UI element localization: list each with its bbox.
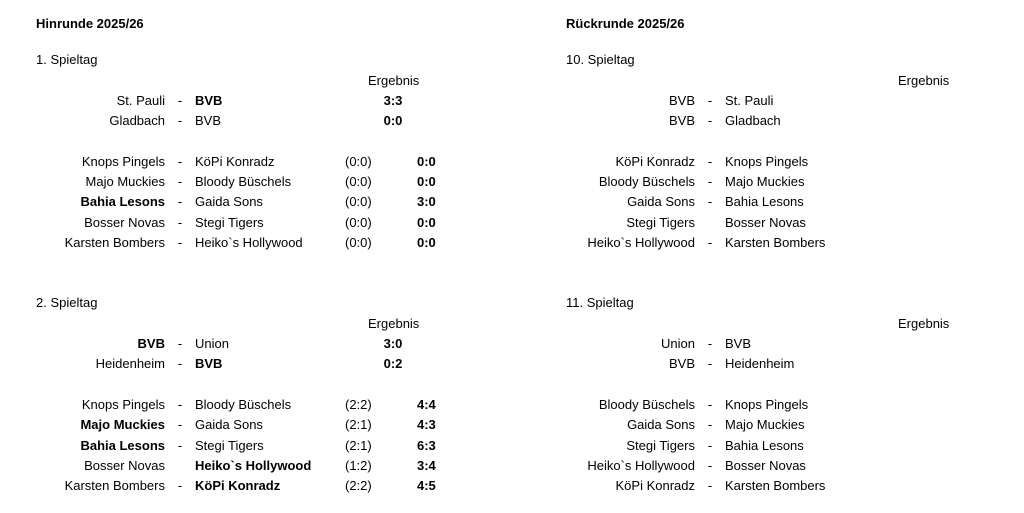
halftime-score: (0:0) <box>345 174 372 189</box>
home-team: Bahia Lesons <box>80 438 165 453</box>
result: 3:3 <box>383 93 403 108</box>
home-team: Bloody Büschels <box>598 397 695 412</box>
section-title: Rückrunde 2025/26 <box>566 16 685 31</box>
separator: - <box>707 194 713 209</box>
home-team: Bloody Büschels <box>598 174 695 189</box>
home-team: St. Pauli <box>116 93 165 108</box>
halftime-score: (0:0) <box>345 154 372 169</box>
spieltag-label: 2. Spieltag <box>36 295 98 310</box>
halftime-score: (2:2) <box>345 397 372 412</box>
home-team: Majo Muckies <box>85 174 165 189</box>
home-team: KöPi Konradz <box>615 154 695 169</box>
home-team: Stegi Tigers <box>626 438 695 453</box>
halftime-score: (2:2) <box>345 478 372 493</box>
separator: - <box>177 154 183 169</box>
separator: - <box>177 174 183 189</box>
away-team: Bloody Büschels <box>195 174 292 189</box>
separator: - <box>177 194 183 209</box>
separator: - <box>707 478 713 493</box>
section-title: Hinrunde 2025/26 <box>36 16 144 31</box>
result: 0:0 <box>417 174 436 189</box>
result: 3:0 <box>383 336 403 351</box>
home-team: Union <box>661 336 695 351</box>
result: 3:0 <box>417 194 436 209</box>
spieltag-label: 1. Spieltag <box>36 52 98 67</box>
halftime-score: (0:0) <box>345 194 372 209</box>
away-team: Stegi Tigers <box>195 215 264 230</box>
halftime-score: (0:0) <box>345 215 372 230</box>
home-team: Knops Pingels <box>81 397 165 412</box>
separator: - <box>707 235 713 250</box>
home-team: Heiko`s Hollywood <box>587 235 695 250</box>
result: 0:0 <box>417 154 436 169</box>
away-team: Bosser Novas <box>725 215 806 230</box>
away-team: Gaida Sons <box>195 417 263 432</box>
away-team: Bloody Büschels <box>195 397 292 412</box>
separator: - <box>177 336 183 351</box>
home-team: Majo Muckies <box>80 417 165 432</box>
away-team: BVB <box>195 356 223 371</box>
separator: - <box>707 174 713 189</box>
away-team: Majo Muckies <box>725 417 805 432</box>
separator: - <box>177 113 183 128</box>
separator: - <box>177 438 183 453</box>
halftime-score: (1:2) <box>345 458 372 473</box>
away-team: BVB <box>195 93 223 108</box>
away-team: Knops Pingels <box>725 154 809 169</box>
result: 0:0 <box>417 215 436 230</box>
separator: - <box>707 93 713 108</box>
home-team: Karsten Bombers <box>64 478 165 493</box>
away-team: BVB <box>195 113 222 128</box>
halftime-score: (0:0) <box>345 235 372 250</box>
away-team: Majo Muckies <box>725 174 805 189</box>
away-team: Stegi Tigers <box>195 438 264 453</box>
spieltag-label: 11. Spieltag <box>566 295 634 310</box>
separator: - <box>177 93 183 108</box>
away-team: Bahia Lesons <box>725 194 804 209</box>
home-team: Bahia Lesons <box>80 194 165 209</box>
home-team: BVB <box>668 93 695 108</box>
result: 0:2 <box>383 356 403 371</box>
separator: - <box>707 336 713 351</box>
separator: - <box>177 235 183 250</box>
result: 0:0 <box>383 113 403 128</box>
separator: - <box>707 438 713 453</box>
result: 0:0 <box>417 235 436 250</box>
away-team: Karsten Bombers <box>725 478 826 493</box>
home-team: Heiko`s Hollywood <box>587 458 695 473</box>
home-team: Gladbach <box>109 113 165 128</box>
separator: - <box>707 397 713 412</box>
separator: - <box>177 356 183 371</box>
separator: - <box>707 458 713 473</box>
separator: - <box>707 154 713 169</box>
home-team: Gaida Sons <box>627 417 695 432</box>
home-team: Heidenheim <box>95 356 165 371</box>
away-team: Union <box>195 336 229 351</box>
rueckrunde-section <box>530 0 1024 513</box>
away-team: Gaida Sons <box>195 194 263 209</box>
result: 4:4 <box>417 397 436 412</box>
separator: - <box>707 417 713 432</box>
away-team: KöPi Konradz <box>195 154 275 169</box>
home-team: Knops Pingels <box>81 154 165 169</box>
away-team: Bahia Lesons <box>725 438 804 453</box>
away-team: Karsten Bombers <box>725 235 826 250</box>
home-team: BVB <box>668 356 695 371</box>
separator: - <box>707 113 713 128</box>
away-team: Bosser Novas <box>725 458 806 473</box>
halftime-score: (2:1) <box>345 417 372 432</box>
ergebnis-header: Ergebnis <box>898 316 950 331</box>
home-team: BVB <box>668 113 695 128</box>
home-team: KöPi Konradz <box>615 478 695 493</box>
home-team: Karsten Bombers <box>64 235 165 250</box>
result: 4:5 <box>417 478 436 493</box>
separator: - <box>707 356 713 371</box>
separator: - <box>177 397 183 412</box>
home-team: Stegi Tigers <box>626 215 695 230</box>
result: 6:3 <box>417 438 436 453</box>
separator: - <box>177 215 183 230</box>
home-team: Bosser Novas <box>84 215 165 230</box>
away-team: Heiko`s Hollywood <box>195 458 312 473</box>
result: 3:4 <box>417 458 436 473</box>
away-team: Heidenheim <box>725 356 795 371</box>
separator: - <box>177 478 183 493</box>
ergebnis-header: Ergebnis <box>368 316 420 331</box>
away-team: Gladbach <box>725 113 781 128</box>
spieltag-label: 10. Spieltag <box>566 52 635 67</box>
result: 4:3 <box>417 417 436 432</box>
home-team: Bosser Novas <box>84 458 165 473</box>
ergebnis-header: Ergebnis <box>368 73 420 88</box>
home-team: BVB <box>137 336 165 351</box>
away-team: Knops Pingels <box>725 397 809 412</box>
away-team: St. Pauli <box>725 93 774 108</box>
home-team: Gaida Sons <box>627 194 695 209</box>
ergebnis-header: Ergebnis <box>898 73 950 88</box>
away-team: BVB <box>725 336 752 351</box>
away-team: Heiko`s Hollywood <box>195 235 303 250</box>
away-team: KöPi Konradz <box>195 478 281 493</box>
separator: - <box>177 417 183 432</box>
halftime-score: (2:1) <box>345 438 372 453</box>
